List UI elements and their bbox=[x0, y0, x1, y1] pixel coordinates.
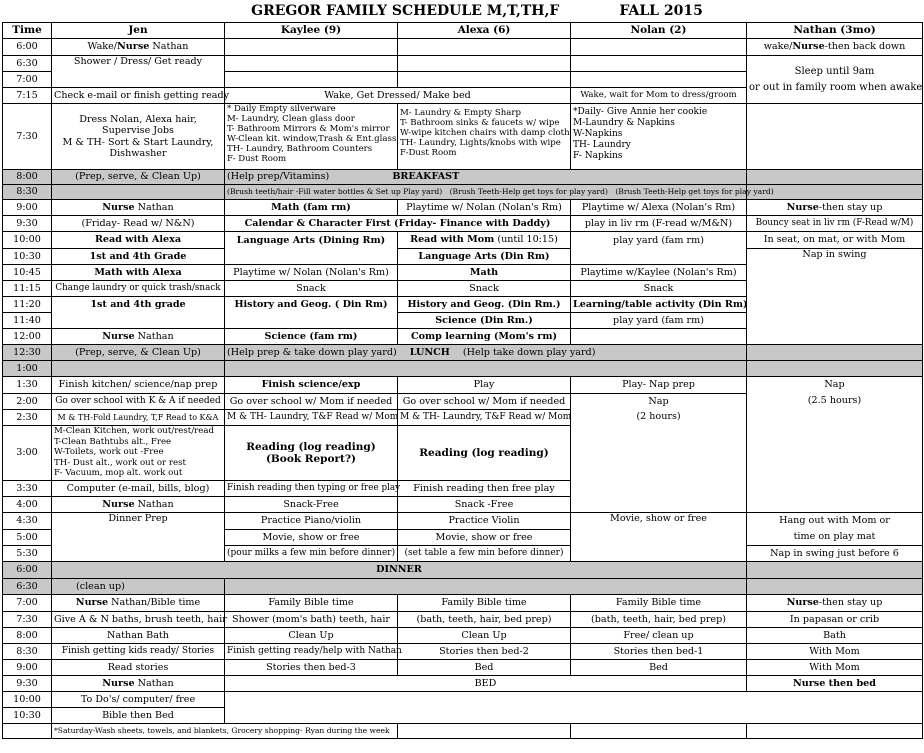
kaylee-cell: Family Bible time bbox=[225, 595, 398, 612]
jen-nathan: Nathan bbox=[134, 201, 174, 213]
nolan-cell: Bed bbox=[571, 660, 747, 676]
header-kaylee: Kaylee (9) bbox=[225, 23, 398, 39]
jen-cell: (Prep, serve, & Clean Up) bbox=[52, 345, 225, 361]
time-cell: 2:00 bbox=[3, 394, 52, 410]
jen-cell: Give A & N baths, brush teeth, hair bbox=[52, 612, 225, 628]
time-cell: 1:30 bbox=[3, 377, 52, 394]
alexa-cell: Reading (log reading) bbox=[398, 426, 571, 481]
alexa-cell: Play bbox=[398, 377, 571, 394]
lunch-cell bbox=[225, 345, 747, 361]
nathan-sleep: Sleep until 9am bbox=[794, 65, 875, 77]
kaylee-chore-line: T- Bathroom Mirrors & Mom's mirror bbox=[227, 124, 390, 134]
nurse-label: Nurse bbox=[102, 498, 135, 510]
time-cell: 9:00 bbox=[3, 660, 52, 676]
kaylee-cell: Practice Piano/violin bbox=[225, 513, 398, 530]
nolan-cell: Snack bbox=[571, 281, 747, 297]
nathan-cell bbox=[747, 595, 923, 612]
kaylee-cell: Clean Up bbox=[225, 628, 398, 644]
nurse-label: Nurse bbox=[792, 41, 825, 53]
kaylee-cell: Playtime w/ Nolan (Nolan's Rm) bbox=[225, 265, 398, 281]
alexa-cell: Science (Din Rm.) bbox=[398, 313, 571, 329]
kaylee-cell: Go over school w/ Mom if needed bbox=[225, 394, 398, 410]
kaylee-cell: (pour milks a few min before dinner) bbox=[225, 546, 398, 562]
jen-chore-line: F- Vacuum, mop alt. work out bbox=[54, 468, 183, 478]
breakfast-label: BREAKFAST bbox=[392, 171, 460, 183]
nolan-cell: Wake, wait for Mom to dress/groom bbox=[571, 88, 747, 104]
alexa-cell: Language Arts (Din Rm) bbox=[398, 249, 571, 265]
schedule-table bbox=[2, 22, 923, 739]
table-row bbox=[3, 612, 923, 628]
nurse-label: Nurse bbox=[786, 597, 819, 609]
title-bar bbox=[0, 0, 924, 22]
table-row bbox=[3, 216, 923, 232]
nolan-cell: Movie, show or free bbox=[571, 513, 747, 562]
time-cell: 11:15 bbox=[3, 281, 52, 297]
nathan-cell bbox=[747, 513, 923, 546]
alexa-cell bbox=[398, 232, 571, 249]
kaylee-cell: Language Arts (Dining Rm) bbox=[225, 232, 398, 265]
time-cell: 11:40 bbox=[3, 313, 52, 329]
nolan-cell: (bath, teeth, hair, bed prep) bbox=[571, 612, 747, 628]
jen-cell: Change laundry or quick trash/snack bbox=[52, 281, 225, 297]
season-label: FALL 2015 bbox=[619, 3, 703, 19]
nathan-hang-out: Hang out with Mom or bbox=[779, 515, 890, 526]
time-cell: 12:00 bbox=[3, 329, 52, 345]
bed-cell: BED bbox=[225, 676, 747, 692]
dinner-cell: DINNER bbox=[52, 562, 747, 579]
alexa-chore-line: TH- Laundry, Lights/knobs with wipe bbox=[400, 138, 561, 148]
time-cell: 9:30 bbox=[3, 676, 52, 692]
header-time: Time bbox=[3, 23, 52, 39]
nathan-cell bbox=[747, 200, 923, 216]
alexa-cell: M & TH- Laundry, T&F Read w/ Mom bbox=[398, 410, 571, 426]
kaylee-cell: Finish getting ready/help with Nathan bbox=[225, 644, 398, 660]
alexa-chore-line: M- Laundry & Empty Sharp bbox=[400, 108, 522, 118]
nurse-label: Nurse bbox=[102, 201, 135, 213]
header-alexa: Alexa (6) bbox=[398, 23, 571, 39]
alexa-cell: Practice Violin bbox=[398, 513, 571, 530]
kaylee-cell: M & TH- Laundry, T&F Read w/ Mom bbox=[225, 410, 398, 426]
blank-cell bbox=[225, 579, 747, 595]
brush-teeth-cell bbox=[225, 185, 774, 200]
time-cell: 9:30 bbox=[3, 216, 52, 232]
kaylee-chore-line: * Daily Empty silverware bbox=[227, 104, 336, 114]
kaylee-reading: Reading (log reading) bbox=[246, 440, 376, 453]
time-cell: 5:30 bbox=[3, 546, 52, 562]
kaylee-cell: History and Geog. ( Din Rm) bbox=[225, 297, 398, 329]
time-cell: 6:30 bbox=[3, 579, 52, 595]
alexa-cell: Comp learning (Mom's rm) bbox=[398, 329, 571, 345]
nolan-cell bbox=[571, 329, 747, 345]
jen-nathan: Nathan bbox=[134, 330, 174, 342]
breakfast-cell bbox=[225, 170, 747, 185]
alexa-until: (until 10:15) bbox=[494, 234, 558, 246]
nathan-cell bbox=[747, 345, 923, 361]
jen-cell: 1st and 4th Grade bbox=[52, 249, 225, 265]
alexa-cell: (bath, teeth, hair, bed prep) bbox=[398, 612, 571, 628]
header-row bbox=[3, 23, 923, 39]
nathan-cell bbox=[747, 104, 923, 170]
nathan-nap: Nap bbox=[824, 379, 845, 390]
nolan-cell: play yard (fam rm) bbox=[571, 232, 747, 265]
alexa-cell: History and Geog. (Din Rm.) bbox=[398, 297, 571, 313]
kaylee-cell bbox=[225, 426, 398, 481]
nathan-cell bbox=[747, 39, 923, 56]
time-cell: 2:30 bbox=[3, 410, 52, 426]
nathan-cell: Nap in swing bbox=[747, 249, 923, 345]
alexa-cell: Go over school w/ Mom if needed bbox=[398, 394, 571, 410]
nolan-cell: Family Bible time bbox=[571, 595, 747, 612]
time-cell: 5:00 bbox=[3, 529, 52, 546]
nathan-cell: Nap in swing just before 6 bbox=[747, 546, 923, 562]
lunch-label: LUNCH bbox=[409, 346, 450, 358]
nathan-cell: With Mom bbox=[747, 644, 923, 660]
time-cell: 10:00 bbox=[3, 692, 52, 708]
alexa-cell: Finish reading then free play bbox=[398, 481, 571, 497]
kaylee-cell: Science (fam rm) bbox=[225, 329, 398, 345]
nathan-cell: With Mom bbox=[747, 660, 923, 676]
nolan-cell: Playtime w/ Alexa (Nolan's Rm) bbox=[571, 200, 747, 216]
header-nathan: Nathan (3mo) bbox=[747, 23, 923, 39]
jen-cell: M & TH-Fold Laundry, T,F Read to K&A bbox=[52, 410, 225, 426]
alexa-read-mom: Read with Mom bbox=[410, 234, 495, 246]
footnote-row bbox=[3, 724, 923, 739]
nathan-cell: Nurse then bed bbox=[747, 676, 923, 692]
kaylee-cell bbox=[225, 56, 398, 72]
time-cell: 7:00 bbox=[3, 595, 52, 612]
nurse-label: Nurse bbox=[75, 597, 109, 609]
jen-cell: Computer (e-mail, bills, blog) bbox=[52, 481, 225, 497]
time-cell: 12:30 bbox=[3, 345, 52, 361]
jen-nathan: Nathan bbox=[134, 498, 174, 510]
time-cell: 1:00 bbox=[3, 361, 52, 377]
table-row bbox=[3, 200, 923, 216]
jen-nathan: Nathan bbox=[134, 677, 174, 689]
jen-cell: (clean up) bbox=[52, 579, 225, 595]
jen-wake: Wake/ bbox=[87, 41, 118, 53]
nathan-cell: Bath bbox=[747, 628, 923, 644]
table-row bbox=[3, 56, 923, 72]
alexa-cell: Math bbox=[398, 265, 571, 281]
nathan-play-mat: time on play mat bbox=[793, 531, 876, 542]
alexa-cell: Clean Up bbox=[398, 628, 571, 644]
time-cell: 6:00 bbox=[3, 562, 52, 579]
jen-cell: Check e-mail or finish getting ready bbox=[52, 88, 225, 104]
jen-cell: (Prep, serve, & Clean Up) bbox=[52, 170, 225, 185]
nathan-cell bbox=[747, 562, 923, 579]
jen-cell bbox=[52, 329, 225, 345]
kaylee-cell: Shower (mom's bath) teeth, hair bbox=[225, 612, 398, 628]
nolan-cell bbox=[571, 56, 747, 72]
table-row bbox=[3, 595, 923, 612]
nolan-nap: Nap bbox=[648, 396, 669, 407]
alexa-help-take-down: (Help take down play yard) bbox=[462, 346, 596, 358]
jen-cell: Read stories bbox=[52, 660, 225, 676]
nolan-cell: Stories then bed-1 bbox=[571, 644, 747, 660]
blank-cell bbox=[225, 361, 747, 377]
blank-cell bbox=[747, 724, 923, 739]
kaylee-chore-line: TH- Laundry, Bathroom Counters bbox=[227, 144, 373, 154]
blank-cell bbox=[225, 692, 923, 724]
nolan-chore-line: F- Napkins bbox=[573, 151, 623, 161]
kaylee-chore-line: F- Dust Room bbox=[227, 154, 287, 164]
alexa-cell: Playtime w/ Nolan (Nolan's Rm) bbox=[398, 200, 571, 216]
nathan-back-down: -then back down bbox=[824, 41, 906, 53]
jen-chore-line: Supervise Jobs bbox=[102, 125, 174, 137]
nathan-cell bbox=[747, 361, 923, 377]
blank-cell bbox=[398, 724, 571, 739]
alexa-cell bbox=[398, 104, 571, 170]
nathan-sleep-alt: or out in family room when awake bbox=[749, 81, 923, 93]
alexa-chore-line: T- Bathroom sinks & faucets w/ wipe bbox=[400, 118, 560, 128]
alexa-cell: (set table a few min before dinner) bbox=[398, 546, 571, 562]
jen-cell: (Friday- Read w/ N&N) bbox=[52, 216, 225, 232]
nolan-cell: play in liv rm (F-read w/M&N) bbox=[571, 216, 747, 232]
table-row bbox=[3, 628, 923, 644]
nurse-label: Nurse bbox=[102, 677, 135, 689]
table-row bbox=[3, 562, 923, 579]
kaylee-help-prep: (Help prep/Vitamins) bbox=[227, 171, 330, 183]
kaylee-book-report: (Book Report?) bbox=[265, 453, 357, 465]
jen-cell: Finish getting kids ready/ Stories bbox=[52, 644, 225, 660]
page-title: GREGOR FAMILY SCHEDULE M,T,TH,F bbox=[251, 3, 560, 19]
time-cell: 10:00 bbox=[3, 232, 52, 249]
time-cell: 4:30 bbox=[3, 513, 52, 530]
time-cell: 7:15 bbox=[3, 88, 52, 104]
table-row bbox=[3, 232, 923, 249]
time-cell: 11:20 bbox=[3, 297, 52, 313]
time-cell: 8:30 bbox=[3, 185, 52, 200]
nolan-cell: Playtime w/Kaylee (Nolan's Rm) bbox=[571, 265, 747, 281]
time-cell: 10:30 bbox=[3, 249, 52, 265]
nurse-label: Nurse bbox=[786, 201, 819, 213]
kaylee-alexa-cell: Wake, Get Dressed/ Make bed bbox=[225, 88, 571, 104]
kaylee-cell bbox=[225, 39, 398, 56]
alexa-cell: Snack -Free bbox=[398, 497, 571, 513]
kaylee-cell: Snack bbox=[225, 281, 398, 297]
jen-cell bbox=[52, 361, 225, 377]
header-jen: Jen bbox=[52, 23, 225, 39]
nolan-cell bbox=[571, 394, 747, 513]
jen-cell: To Do's/ computer/ free bbox=[52, 692, 225, 708]
alexa-cell: Family Bible time bbox=[398, 595, 571, 612]
nolan-cell bbox=[571, 39, 747, 56]
kaylee-help-prep: (Help prep & take down play yard) bbox=[227, 346, 397, 358]
blank-cell bbox=[571, 724, 747, 739]
kaylee-cell: Stories then bed-3 bbox=[225, 660, 398, 676]
nolan-brush-teeth: (Brush Teeth-Help get toys for play yard) bbox=[615, 186, 774, 196]
nathan-cell: Bouncy seat in liv rm (F-Read w/M) bbox=[747, 216, 923, 232]
alexa-cell: Bed bbox=[398, 660, 571, 676]
time-cell: 9:00 bbox=[3, 200, 52, 216]
time-cell: 7:30 bbox=[3, 104, 52, 170]
time-cell: 10:45 bbox=[3, 265, 52, 281]
jen-cell bbox=[52, 185, 225, 200]
jen-chore-line: W-Toilets, work out -Free bbox=[54, 447, 164, 457]
time-cell: 7:30 bbox=[3, 612, 52, 628]
nathan-wake: wake/ bbox=[763, 41, 793, 53]
jen-cell: Nathan Bath bbox=[52, 628, 225, 644]
jen-cell bbox=[52, 595, 225, 612]
nathan-cell bbox=[747, 170, 923, 185]
table-row bbox=[3, 185, 923, 200]
alexa-cell: Movie, show or free bbox=[398, 529, 571, 546]
nathan-cell bbox=[747, 377, 923, 513]
kaylee-cell: Finish reading then typing or free play bbox=[225, 481, 398, 497]
alexa-chore-line: F-Dust Room bbox=[400, 148, 457, 158]
jen-cell bbox=[52, 497, 225, 513]
jen-chore-line: M & TH- Sort & Start Laundry, bbox=[62, 136, 214, 148]
nathan-cell: In papasan or crib bbox=[747, 612, 923, 628]
time-cell: 7:00 bbox=[3, 72, 52, 88]
time-cell: 4:00 bbox=[3, 497, 52, 513]
jen-cell: Math with Alexa bbox=[52, 265, 225, 281]
nathan-stay-up: -then stay up bbox=[818, 597, 883, 609]
time-cell: 8:00 bbox=[3, 170, 52, 185]
nolan-cell: Free/ clean up bbox=[571, 628, 747, 644]
table-row bbox=[3, 579, 923, 595]
jen-cell: 1st and 4th grade bbox=[52, 297, 225, 329]
table-row bbox=[3, 513, 923, 530]
kaylee-cell bbox=[225, 72, 398, 88]
blank-cell bbox=[3, 724, 52, 739]
time-cell: 3:30 bbox=[3, 481, 52, 497]
table-row bbox=[3, 377, 923, 394]
jen-cell: Bible then Bed bbox=[52, 708, 225, 724]
kaylee-chore-line: W-Clean kit. window,Trash & Ent.glass bbox=[227, 134, 397, 144]
jen-cell bbox=[52, 200, 225, 216]
calendar-cell: Calendar & Character First (Friday- Finance with Daddy) bbox=[225, 216, 571, 232]
kaylee-cell: Math (fam rm) bbox=[225, 200, 398, 216]
kaylee-brush-teeth: (Brush teeth/hair -Fill water bottles & Set up Play yard) bbox=[227, 186, 443, 196]
jen-cell bbox=[52, 426, 225, 481]
time-cell: 6:30 bbox=[3, 56, 52, 72]
table-row bbox=[3, 676, 923, 692]
time-cell: 6:00 bbox=[3, 39, 52, 56]
alexa-chore-line: W-wipe kitchen chairs with damp cloth bbox=[400, 128, 570, 138]
alexa-brush-teeth: (Brush Teeth-Help get toys for play yard) bbox=[449, 186, 608, 196]
nolan-chore-line: TH- Laundry bbox=[573, 140, 631, 150]
nolan-chore-line: W-Napkins bbox=[573, 129, 623, 139]
nathan-cell bbox=[747, 56, 923, 104]
nolan-chore-line: *Daily- Give Annie her cookie bbox=[573, 107, 708, 117]
kaylee-cell: Snack-Free bbox=[225, 497, 398, 513]
jen-cell bbox=[52, 676, 225, 692]
alexa-cell bbox=[398, 56, 571, 72]
nurse-label: Nurse bbox=[102, 330, 135, 342]
time-cell: 3:00 bbox=[3, 426, 52, 481]
table-row bbox=[3, 104, 923, 170]
kaylee-chore-line: M- Laundry, Clean glass door bbox=[227, 114, 355, 124]
jen-chore-line: T-Clean Bathtubs alt., Free bbox=[54, 436, 172, 447]
jen-chore-line: Dress Nolan, Alexa hair, bbox=[79, 114, 197, 126]
jen-cell: Read with Alexa bbox=[52, 232, 225, 249]
jen-bible-time: Nathan/Bible time bbox=[108, 597, 201, 609]
table-row bbox=[3, 692, 923, 708]
nolan-cell bbox=[571, 104, 747, 170]
alexa-cell: Stories then bed-2 bbox=[398, 644, 571, 660]
nolan-cell bbox=[571, 72, 747, 88]
table-row bbox=[3, 644, 923, 660]
nolan-chore-line: M-Laundry & Napkins bbox=[573, 118, 675, 128]
jen-cell bbox=[52, 39, 225, 56]
time-cell: 10:30 bbox=[3, 708, 52, 724]
alexa-cell bbox=[398, 72, 571, 88]
jen-chore-line: Dishwasher bbox=[109, 147, 167, 159]
nathan-nap-duration: (2.5 hours) bbox=[807, 395, 862, 406]
jen-chore-line: M-Clean Kitchen, work out/rest/read bbox=[54, 426, 214, 436]
jen-cell: Go over school with K & A if needed bbox=[52, 394, 225, 410]
kaylee-cell bbox=[225, 104, 398, 170]
table-row bbox=[3, 660, 923, 676]
alexa-cell: Snack bbox=[398, 281, 571, 297]
table-row bbox=[3, 345, 923, 361]
table-row bbox=[3, 361, 923, 377]
header-nolan: Nolan (2) bbox=[571, 23, 747, 39]
table-row bbox=[3, 170, 923, 185]
nolan-nap-duration: (2 hours) bbox=[636, 411, 681, 422]
jen-chore-line: TH- Dust alt., work out or rest bbox=[54, 457, 186, 468]
nolan-cell: Learning/table activity (Din Rm) bbox=[571, 297, 747, 313]
table-row bbox=[3, 249, 923, 265]
nolan-cell: Play- Nap prep bbox=[571, 377, 747, 394]
time-cell: 8:00 bbox=[3, 628, 52, 644]
footnote: *Saturday-Wash sheets, towels, and blankets, Grocery shopping- Ryan during the week bbox=[52, 724, 398, 739]
nathan-stay-up: -then stay up bbox=[818, 201, 883, 213]
nathan-cell: In seat, on mat, or with Mom bbox=[747, 232, 923, 249]
jen-nathan: Nathan bbox=[149, 41, 189, 53]
time-cell: 8:30 bbox=[3, 644, 52, 660]
jen-cell: Shower / Dress/ Get ready bbox=[52, 56, 225, 88]
nolan-cell: play yard (fam rm) bbox=[571, 313, 747, 329]
jen-cell bbox=[52, 104, 225, 170]
alexa-cell bbox=[398, 39, 571, 56]
jen-cell: Finish kitchen/ science/nap prep bbox=[52, 377, 225, 394]
jen-cell: Dinner Prep bbox=[52, 513, 225, 562]
kaylee-cell: Finish science/exp bbox=[225, 377, 398, 394]
kaylee-cell: Movie, show or free bbox=[225, 529, 398, 546]
table-row bbox=[3, 39, 923, 56]
nurse-label: Nurse bbox=[117, 41, 150, 53]
nathan-cell bbox=[747, 579, 923, 595]
